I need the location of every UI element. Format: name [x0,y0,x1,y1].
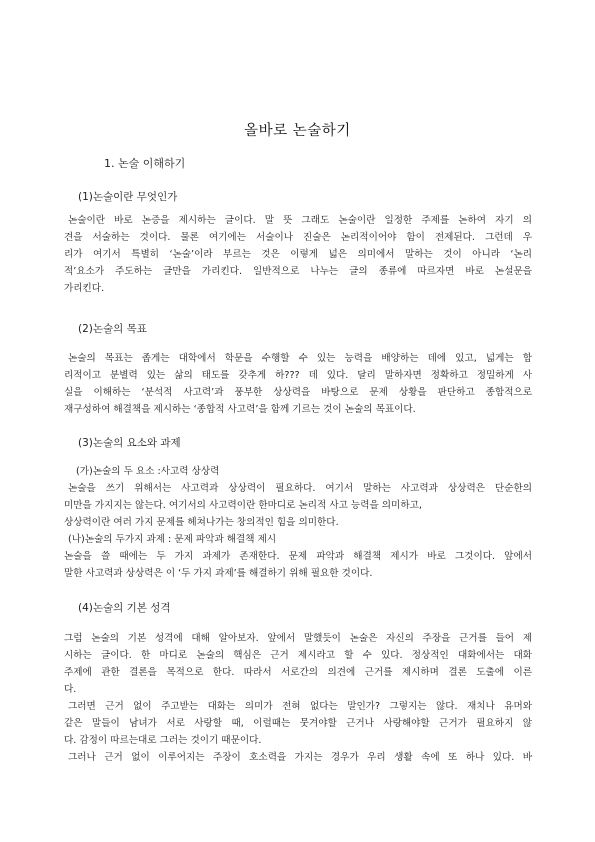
text-line: 논술이란 바로 논증을 제시하는 글이다. 말 뜻 그래도 논술이란 일정한 주제를 논하여 자기 의 [68,215,532,226]
text-line: 리적이고 분별력 있는 삶의 태도를 갖추게 하??? 데 있다. 달리 말하자면 정확하고 정밀하게 사 [64,370,532,381]
text-line: 미만을 가지지는 않는다. 여기서의 사고력이란 한마디로 논리적 사고 능력을 의미하고, [64,500,422,511]
text-line: 그러나 근거 없이 이루어지는 주장이 호소력을 가지는 경우가 우리 생활 속에 또 하나 있다. 바 [68,752,532,763]
text-line: 논술의 목표는 좁게는 대학에서 학문을 수행할 수 있는 능력을 배양하는 데에 있고, 넓게는 합 [68,353,532,364]
text-line: (가)논술의 두 요소 :사고력 상상력 [76,466,220,477]
subheading-2: (2)논술의 목표 [78,323,147,335]
text-line: 시하는 글이다. 한 마디로 논술의 핵심은 근거 제시라고 할 수 있다. 정상적인 대화에서는 대화 [64,650,532,661]
paragraph-4 [64,630,532,766]
paragraph-1 [64,212,532,297]
text-line: 견을 서술하는 것이다. 물론 여기에는 서술이나 진술은 논리적이어야 함이 전제된다. 그런데 우 [64,232,532,243]
text-line: 논술을 쓸 때에는 두 가지 과제가 존재한다. 문제 파악과 해결책 제시가 바로 그것이다. 앞에서 [64,551,532,562]
text-line: 재구성하여 해결책을 제시하는 ‘종합적 사고력’을 함께 기르는 것이 논술의 목표이다. [64,404,416,415]
text-line: 가리킨다. [64,283,105,294]
text-line: 적’요소가 주도하는 글만을 가리킨다. 일반적으로 나누는 글의 종류에 따르자면 바로 논설문을 [64,266,532,277]
paragraph-2 [64,350,532,418]
subheading-1: (1)논술이란 무엇인가 [78,191,178,203]
text-line: 말한 사고력과 상상력은 이 ‘두 가지 과제’를 해결하기 위해 필요한 것이다. [64,568,373,579]
text-line: 그러면 근거 없이 주고받는 대화는 의미가 전혀 없다는 말인가? 그렇지는 않다. 재치나 유머와 [68,701,532,712]
section-heading: 1. 논술 이해하기 [104,157,186,170]
subheading-3: (3)논술의 요소와 과제 [78,437,181,449]
text-line: 다. [64,684,77,695]
text-line: 다. 감정이 따르는대로 그러는 것이기 때문이다. [64,735,262,746]
text-line: 논술을 쓰기 위해서는 사고력과 상상력이 필요하다. 여기서 말하는 사고력과 상상력은 단순한의 [68,483,532,494]
text-line: 주제에 관한 결론을 목적으로 한다. 따라서 서로간의 의견에 근거를 제시하며 결론 도출에 이른 [64,667,532,678]
text-line: (나)논술의 두가지 과제 : 문제 파악과 해결책 제시 [68,534,277,545]
text-line: 상상력이란 여러 가지 문제를 헤쳐나가는 창의적인 힘을 의미한다. [64,517,339,528]
paragraph-3 [64,463,532,582]
text-line: 실을 이해하는 ‘분석적 사고력’과 풍부한 상상력을 바탕으로 문제 상황을 판단하고 종합적으로 [64,387,532,398]
text-line: 그럼 논술의 기본 성격에 대해 알아보자. 앞에서 말했듯이 논술은 자신의 주장을 근거를 들어 제 [64,633,532,644]
text-line: 리가 여기서 특별히 ‘논술’이라 부르는 것은 이렇게 넓은 의미에서 말하는 것이 아니라 ‘논리 [64,249,532,260]
page-title: 올바로 논술하기 [244,123,351,139]
text-line: 같은 말들이 남녀가 서로 사랑할 때, 이럴때는 뭇겨야할 근거나 사랑해야할 근거가 필요하지 않 [64,718,532,729]
subheading-4: (4)논술의 기본 성격 [78,602,171,614]
